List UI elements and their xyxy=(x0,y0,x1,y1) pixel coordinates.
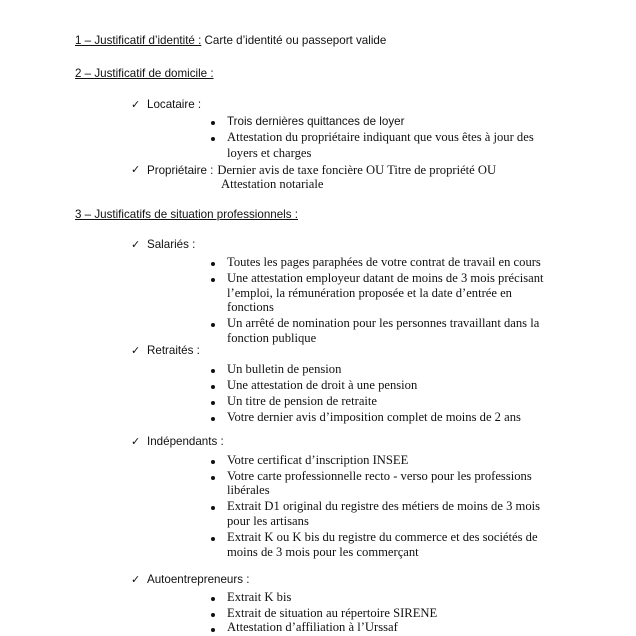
proprietaire-label: Propriétaire : xyxy=(147,164,214,177)
check-icon: ✓ xyxy=(131,435,141,448)
bullet-icon xyxy=(211,278,215,282)
independants-item: Extrait D1 original du registre des métiers de moins de 3 mois xyxy=(227,499,541,513)
proprietaire-line xyxy=(147,162,496,178)
bullet-icon xyxy=(211,323,215,327)
autoentrepreneurs-item: Extrait de situation au répertoire SIRENE xyxy=(227,606,438,620)
independants-item-continuation: moins de 3 mois pour les commerçant xyxy=(227,545,419,559)
section1-title: 1 – Justificatif d’identité : xyxy=(75,34,202,47)
bullet-icon xyxy=(211,460,215,464)
locataire-item-continuation: loyers et charges xyxy=(227,146,312,160)
independants-item-continuation: pour les artisans xyxy=(227,514,309,528)
salaries-item: Un arrêté de nomination pour les personnes travaillant dans la xyxy=(227,316,540,330)
independants-item: Extrait K ou K bis du registre du commerce et des sociétés de xyxy=(227,530,538,544)
salaries-item-continuation: l’emploi, la rémunération proposée et la date d’entrée en xyxy=(227,286,512,300)
retraites-item: Une attestation de droit à une pension xyxy=(227,378,418,392)
salaries-item-continuation: fonctions xyxy=(227,300,274,314)
section1-value: Carte d’identité ou passeport valide xyxy=(204,34,387,47)
salaries-item-continuation: fonction publique xyxy=(227,331,317,345)
salaries-label: Salariés : xyxy=(147,238,196,251)
bullet-icon xyxy=(211,613,215,617)
section1-line xyxy=(75,33,386,48)
bullet-icon xyxy=(211,262,215,266)
bullet-icon xyxy=(211,628,215,632)
independants-item: Votre certificat d’inscription INSEE xyxy=(227,453,409,467)
autoentrepreneurs-label: Autoentrepreneurs : xyxy=(147,573,250,586)
bullet-icon xyxy=(211,537,215,541)
check-icon: ✓ xyxy=(131,98,141,111)
bullet-icon xyxy=(211,121,215,125)
locataire-item: Trois dernières quittances de loyer xyxy=(227,115,405,128)
independants-label: Indépendants : xyxy=(147,435,224,448)
section2-title: 2 – Justificatif de domicile : xyxy=(75,67,214,80)
proprietaire-text: Dernier avis de taxe foncière OU Titre de propriété OU xyxy=(217,163,497,177)
bullet-icon xyxy=(211,506,215,510)
salaries-item: Une attestation employeur datant de moins de 3 mois précisant xyxy=(227,271,544,285)
salaries-item: Toutes les pages paraphées de votre contrat de travail en cours xyxy=(227,255,541,269)
independants-item-continuation: libérales xyxy=(227,483,270,497)
independants-item: Votre carte professionnelle recto - verso pour les professions xyxy=(227,469,532,483)
bullet-icon xyxy=(211,385,215,389)
section3-title: 3 – Justificatifs de situation professionnels : xyxy=(75,208,298,221)
autoentrepreneurs-item: Extrait K bis xyxy=(227,590,292,604)
bullet-icon xyxy=(211,476,215,480)
bullet-icon xyxy=(211,597,215,601)
bullet-icon xyxy=(211,137,215,141)
locataire-item: Attestation du propriétaire indiquant que vous êtes à jour des xyxy=(227,130,534,144)
bullet-icon xyxy=(211,369,215,373)
bullet-icon xyxy=(211,401,215,405)
bullet-icon xyxy=(211,417,215,421)
check-icon: ✓ xyxy=(131,344,141,357)
check-icon: ✓ xyxy=(131,573,141,586)
autoentrepreneurs-item: Attestation d’affiliation à l’Urssaf xyxy=(227,620,398,634)
check-icon: ✓ xyxy=(131,238,141,251)
retraites-item: Un titre de pension de retraite xyxy=(227,394,378,408)
proprietaire-text-continuation: Attestation notariale xyxy=(221,177,324,191)
retraites-item: Un bulletin de pension xyxy=(227,362,342,376)
retraites-label: Retraités : xyxy=(147,344,200,357)
check-icon: ✓ xyxy=(131,163,141,176)
locataire-label: Locataire : xyxy=(147,98,202,111)
retraites-item: Votre dernier avis d’imposition complet de moins de 2 ans xyxy=(227,410,521,424)
